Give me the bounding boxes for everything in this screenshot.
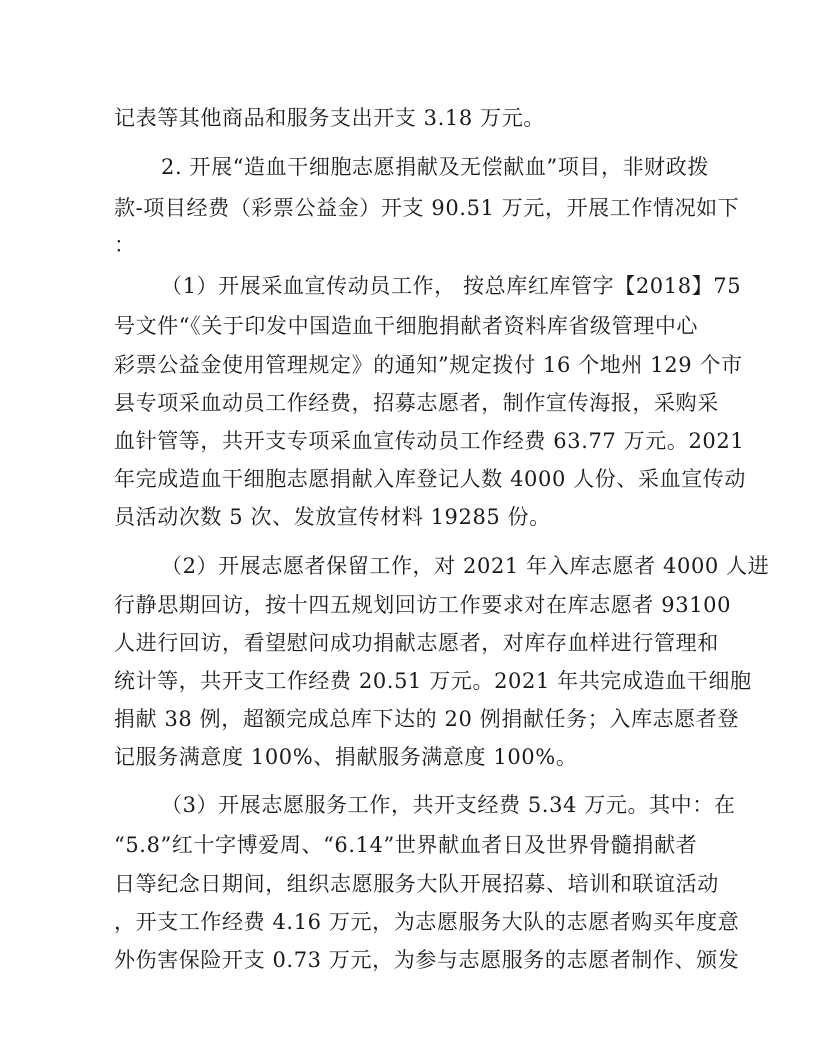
text-line: “5.8”红十字博爱周、“6.14”世界献血者日及世界骨髓捐献者 <box>114 833 698 857</box>
text-line: 统计等，共开支工作经费 20.51 万元。2021 年共完成造血干细胞 <box>114 669 752 693</box>
text-line: 县专项采血动员工作经费，招募志愿者，制作宣传海报，采购采 <box>114 391 719 415</box>
text-line: 员活动次数 5 次、发放宣传材料 19285 份。 <box>114 505 551 529</box>
text-line: 血针管等，共开支专项采血宣传动员工作经费 63.77 万元。2021 <box>114 429 745 453</box>
text-line: 年完成造血干细胞志愿捐献入库登记人数 4000 人份、采血宣传动 <box>114 467 746 491</box>
text-line: （3）开展志愿服务工作，共开支经费 5.34 万元。其中：在 <box>161 793 736 817</box>
text-line: 捐献 38 例，超额完成总库下达的 20 例捐献任务；入库志愿者登 <box>114 707 739 731</box>
text-line: ，开支工作经费 4.16 万元，为志愿服务大队的志愿者购买年度意 <box>114 910 740 934</box>
text-line: 记表等其他商品和服务支出开支 3.18 万元。 <box>114 106 545 130</box>
text-line: 行静思期回访，按十四五规划回访工作要求对在库志愿者 93100 <box>114 593 732 617</box>
text-line: 记服务满意度 100%、捐献服务满意度 100%。 <box>114 745 578 769</box>
text-line: 日等纪念日期间，组织志愿服务大队开展招募、培训和联谊活动 <box>114 872 719 896</box>
text-line: 彩票公益金使用管理规定》的通知”规定拨付 16 个地州 129 个市 <box>114 353 743 377</box>
text-line: 外伤害保险开支 0.73 万元，为参与志愿服务的志愿者制作、颁发 <box>114 948 740 972</box>
text-line: （1）开展采血宣传动员工作， 按总库红库管字【2018】75 <box>161 274 742 298</box>
text-line: 号文件“《关于印发中国造血干细胞捐献者资料库省级管理中心 <box>114 314 699 338</box>
text-line: （2）开展志愿者保留工作，对 2021 年入库志愿者 4000 人进 <box>161 554 770 578</box>
text-line: 2. 开展“造血干细胞志愿捐献及无偿献血”项目，非财政拨 <box>161 155 709 179</box>
text-line: 人进行回访，看望慰问成功捐献志愿者，对库存血样进行管理和 <box>114 631 719 655</box>
text-line: 款-项目经费（彩票公益金）开支 90.51 万元，开展工作情况如下 <box>114 196 740 220</box>
text-line: ： <box>114 233 136 257</box>
